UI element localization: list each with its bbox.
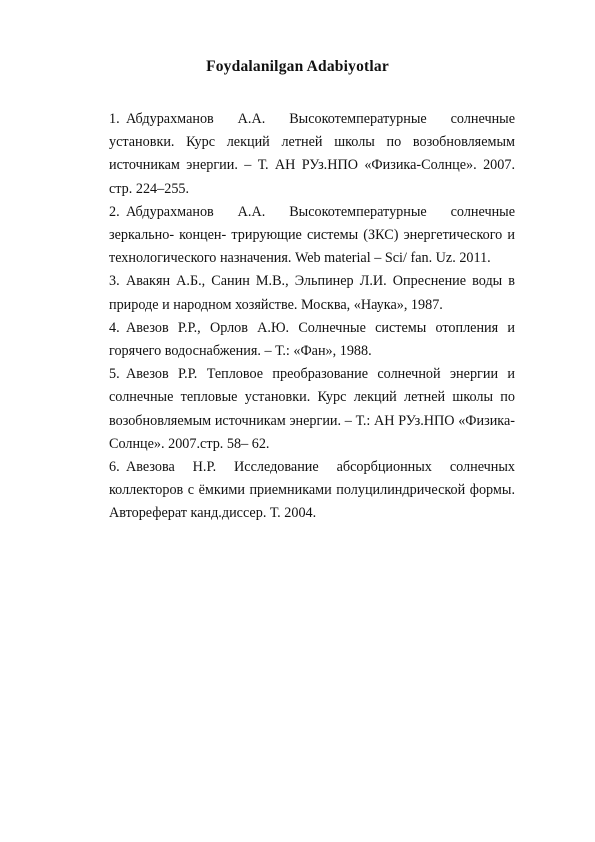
reference-number: 3. — [109, 273, 120, 290]
reference-number: 2. — [109, 203, 120, 220]
reference-item — [109, 201, 515, 271]
reference-number: 4. — [109, 319, 120, 336]
reference-item — [109, 363, 515, 456]
page-title: Foydalanilgan Adabiyotlar — [206, 58, 389, 75]
reference-item — [109, 108, 515, 201]
reference-text: Авезов Р.Р. Тепловое преобразование солнечной энергии и солнечные тепловые установки. Курс лекций летней школы по возобновляемым источникам энергии. – Т.: АН РУз.НПО «Физика-Солнце». 2007.стр. 58– 62. — [109, 366, 515, 452]
reference-number: 5. — [109, 366, 120, 383]
reference-list — [109, 108, 515, 526]
reference-text: Авезова Н.Р. Исследование абсорбционных солнечных коллекторов с ёмкими приемниками полуцилиндрической формы. Автореферат канд.диссер. Т. 2004. — [109, 459, 515, 522]
reference-item — [109, 317, 515, 363]
reference-item — [109, 456, 515, 526]
reference-item — [109, 270, 515, 316]
reference-number: 6. — [109, 459, 120, 476]
reference-text: Авакян А.Б., Санин М.В., Эльпинер Л.И. Опреснение воды в природе и народном хозяйстве. Москва, «Наука», 1987. — [109, 273, 515, 313]
reference-number: 1. — [109, 111, 120, 127]
reference-text: Абдурахманов А.А. Высокотемпературные солнечные зеркально- концен- трирующие системы (ЗКС) энергетического и технологического назначения. Web material – Sci/ fan. Uz. 2011. — [109, 203, 515, 267]
reference-text: Абдурахманов А.А. Высокотемпературные солнечные установки. Курс лекций летней школы по возобновляемым источникам энергии. – Т. АН РУз.НПО «Физика-Солнце». 2007. стр. 224–255. — [109, 111, 515, 197]
reference-text: Авезов Р.Р., Орлов А.Ю. Солнечные системы отопления и горячего водоснабжения. – Т.: «Фан», 1988. — [109, 319, 515, 360]
